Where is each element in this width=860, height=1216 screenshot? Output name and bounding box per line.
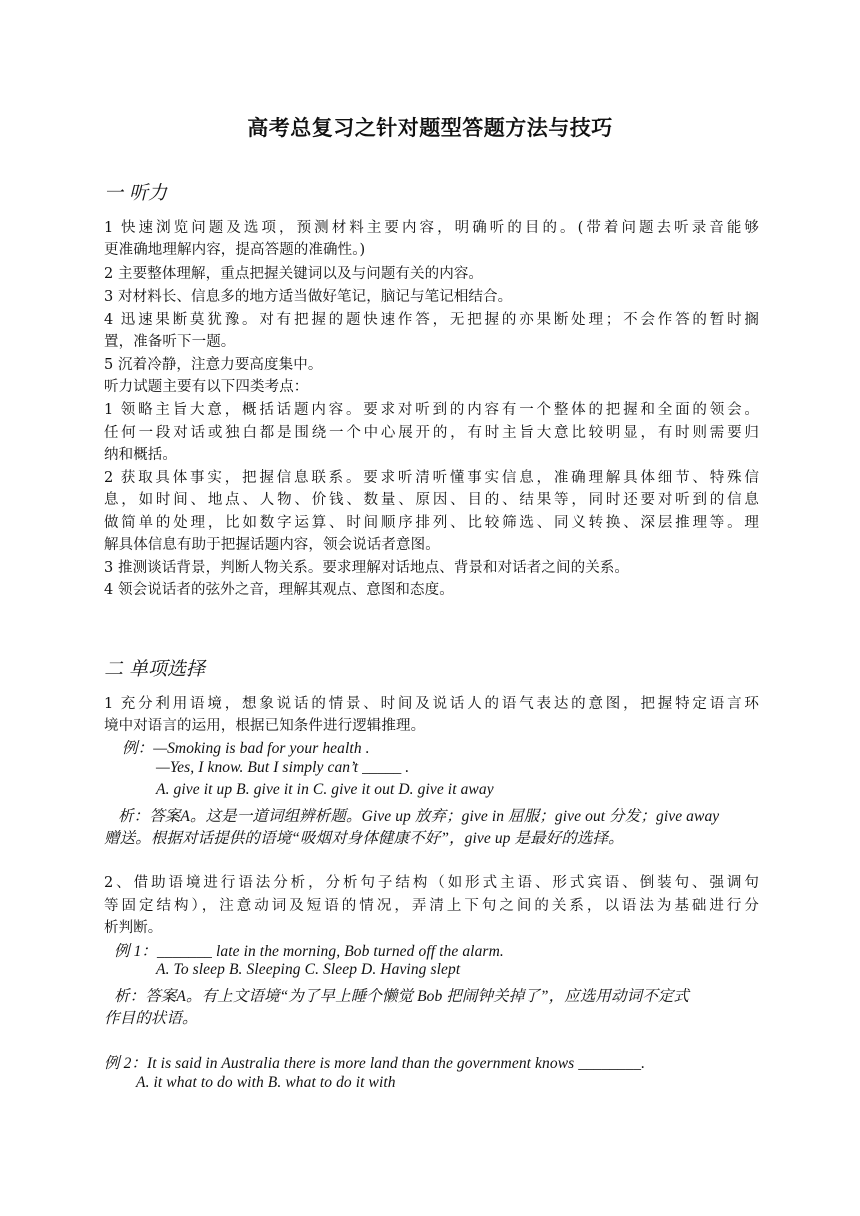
paragraph-line: 2 获取具体事实，把握信息联系。要求听清听懂事实信息，准确理解具体细节、特殊信 — [104, 470, 759, 486]
paragraph-line: 解具体信息有助于把握话题内容，领会说话者意图。 — [104, 537, 440, 553]
section-heading-single-choice: 二 单项选择 — [104, 658, 206, 680]
paragraph-line: 1 快速浏览问题及选项，预测材料主要内容，明确听的目的。(带着问题去听录音能够 — [104, 220, 759, 236]
paragraph-line: 3 推测谈话背景，判断人物关系。要求理解对话地点、背景和对话者之间的关系。 — [104, 560, 630, 576]
paragraph-line: 5 沉着冷静，注意力要高度集中。 — [104, 357, 323, 373]
paragraph-line: 纳和概括。 — [104, 447, 177, 463]
paragraph-line: 境中对语言的运用，根据已知条件进行逻辑推理。 — [104, 718, 426, 734]
paragraph-line: 置，准备听下一题。 — [104, 334, 236, 350]
section-heading-listening: 一 听力 — [104, 182, 168, 204]
analysis-line: 作目的状语。 — [104, 1010, 198, 1027]
document-title: 高考总复习之针对题型答题方法与技巧 — [247, 115, 613, 140]
analysis-line: 析：答案A。有上文语境“为了早上睡个懒觉 Bob 把闹钟关掉了”，应选用动词不定式 — [114, 988, 690, 1005]
paragraph-line: 析判断。 — [104, 920, 163, 936]
paragraph-line: 做简单的处理，比如数字运算、时间顺序排列、比较筛选、同义转换、深层推理等。理 — [104, 515, 759, 531]
example-options: A. it what to do with B. what to do it with — [136, 1074, 396, 1091]
paragraph-line: 4 领会说话者的弦外之音，理解其观点、意图和态度。 — [104, 582, 454, 598]
paragraph-line: 3 对材料长、信息多的地方适当做好笔记，脑记与笔记相结合。 — [104, 289, 513, 305]
example-line: 例 1：_______ late in the morning, Bob turned off the alarm. — [114, 943, 504, 960]
paragraph-line: 2 主要整体理解，重点把握关键词以及与问题有关的内容。 — [104, 266, 484, 282]
example-options: A. To sleep B. Sleeping C. Sleep D. Having slept — [156, 961, 461, 978]
paragraph-line: 任何一段对话或独白都是围绕一个中心展开的，有时主旨大意比较明显，有时则需要归 — [104, 425, 759, 441]
paragraph-line: 更准确地理解内容，提高答题的准确性。) — [104, 242, 366, 258]
analysis-line: 析：答案A。这是一道词组辨析题。Give up 放弃；give in 屈服；give out 分发；give away — [118, 808, 720, 825]
example-line: 例 2：It is said in Australia there is more land than the government knows ________. — [104, 1055, 646, 1072]
paragraph-line: 2、借助语境进行语法分析，分析句子结构（如形式主语、形式宾语、倒装句、强调句 — [104, 875, 759, 891]
example-line: 例：—Smoking is bad for your health . — [122, 740, 370, 757]
analysis-line: 赠送。根据对话提供的语境“吸烟对身体健康不好”，give up 是最好的选择。 — [104, 830, 624, 847]
paragraph-line: 息，如时间、地点、人物、价钱、数量、原因、目的、结果等，同时还要对听到的信息 — [104, 492, 759, 508]
paragraph-line: 等固定结构），注意动词及短语的情况，弄清上下句之间的关系，以语法为基础进行分 — [104, 898, 759, 914]
paragraph-line: 听力试题主要有以下四类考点： — [104, 379, 309, 395]
paragraph-line: 1 领略主旨大意，概括话题内容。要求对听到的内容有一个整体的把握和全面的领会。 — [104, 402, 759, 418]
paragraph-line: 4 迅速果断莫犹豫。对有把握的题快速作答，无把握的亦果断处理；不会作答的暂时搁 — [104, 312, 759, 328]
example-options: A. give it up B. give it in C. give it out D. give it away — [156, 781, 494, 798]
example-line: —Yes, I know. But I simply can’t _____ . — [156, 759, 410, 776]
paragraph-line: 1 充分利用语境，想象说话的情景、时间及说话人的语气表达的意图，把握特定语言环 — [104, 696, 759, 712]
